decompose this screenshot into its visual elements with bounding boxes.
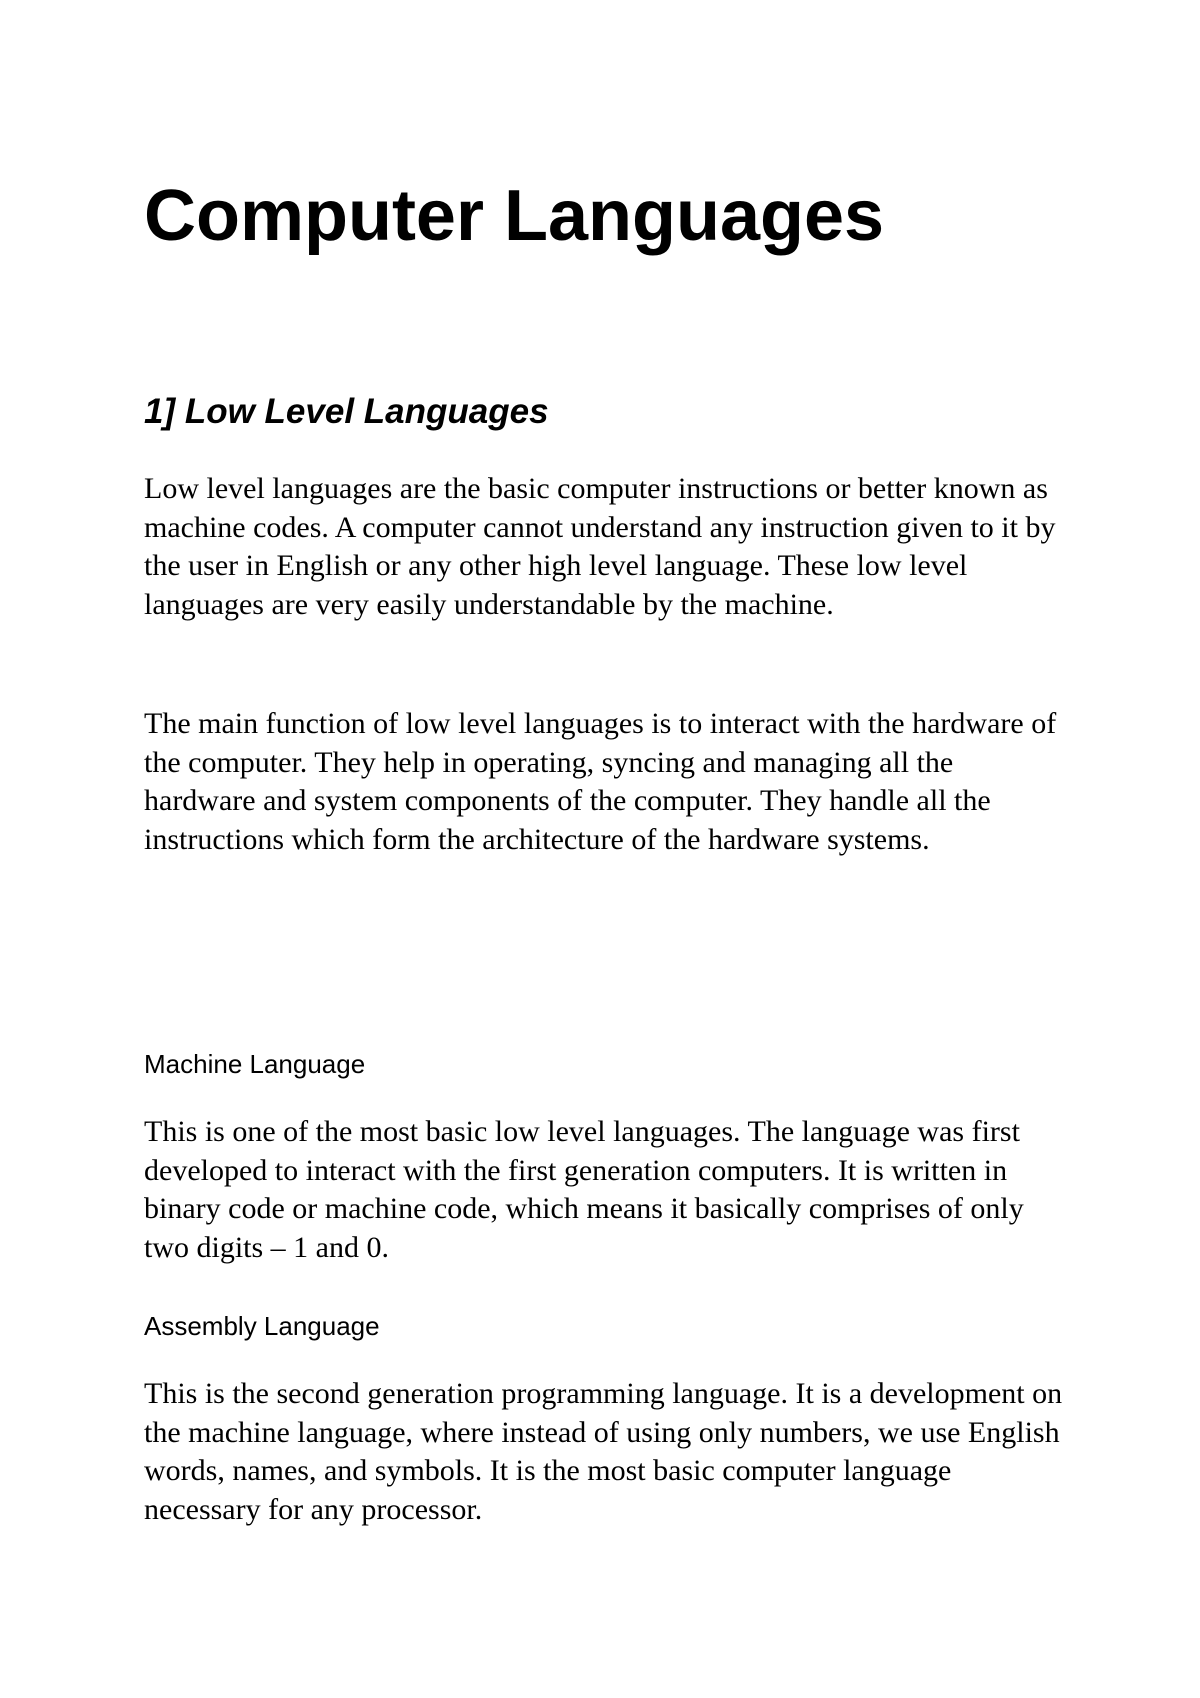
paragraph-intro: Low level languages are the basic computer instructions or better known as machine codes. A computer cannot understand any instruction given to it by the user in English or any other high level language. These low level languages are very easily understandable by the machine. [144,472,1056,621]
section-heading-low-level: 1] Low Level Languages [144,392,549,431]
subheading-assembly-language: Assembly Language [144,1311,380,1341]
paragraph-function: The main function of low level languages is to interact with the hardware of the computer. They help in operating, syncing and managing all the hardware and system components of the computer. They handle all the instructions which form the architecture of the hardware systems. [144,707,1057,856]
paragraph-machine-language: This is one of the most basic low level languages. The language was first developed to interact with the first generation computers. It is written in binary code or machine code, which means it basically comprises of only two digits – 1 and 0. [144,1115,1024,1264]
paragraph-assembly-language: This is the second generation programming language. It is a development on the machine language, where instead of using only numbers, we use English words, names, and symbols. It is the most basic computer language necessary for any processor. [144,1377,1063,1526]
subheading-machine-language: Machine Language [144,1049,366,1079]
page-title: Computer Languages [144,176,885,256]
